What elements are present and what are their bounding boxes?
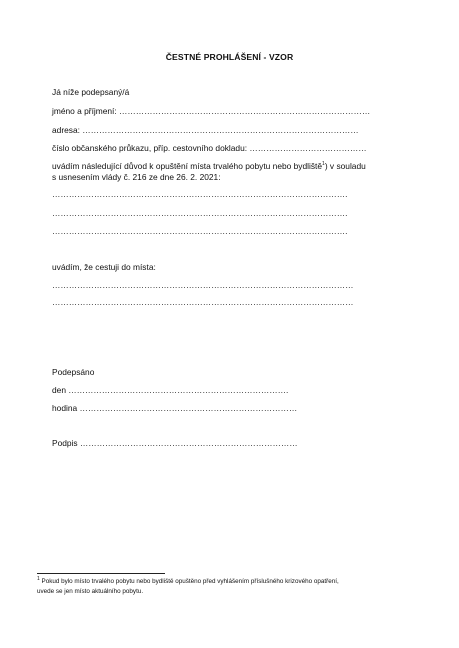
footnote-text-1: Pokud bylo místo trvalého pobytu nebo bydliště opuštěno před vyhlášením příslušného krizového opatření, bbox=[39, 578, 339, 585]
reason-line-2: s usnesením vlády č. 216 ze dne 26. 2. 2021: bbox=[52, 172, 221, 182]
reason-text: uvádím následující důvod k opuštění místa trvalého pobytu nebo bydliště bbox=[52, 161, 323, 171]
document-title: ČESTNÉ PROHLÁŠENÍ - VZOR bbox=[165, 52, 294, 62]
reason-dotted-line-3: ……………………………………………………………………………………………. bbox=[52, 226, 348, 236]
signature-field-line: Podpis …………………………………………………………………… bbox=[52, 438, 298, 448]
footnote-line-1 bbox=[37, 577, 339, 587]
footnote-line-2: uvede se jen místo aktuálního pobytu. bbox=[37, 588, 144, 595]
destination-dotted-line-2: ……………………………………………………………………………………………… bbox=[52, 297, 354, 307]
reason-dotted-line-1: ……………………………………………………………………………………………. bbox=[52, 189, 348, 199]
reason-dotted-line-2: ……………………………………………………………………………………………. bbox=[52, 208, 348, 218]
address-field-line: adresa: ……………………………………………………………………………………… bbox=[52, 125, 359, 135]
date-field-line: den ……………………………………………………………………. bbox=[52, 385, 289, 395]
footnote-reference: 1 bbox=[322, 161, 325, 168]
declarant-intro: Já níže podepsaný/á bbox=[52, 87, 130, 97]
hour-field-line: hodina …………………………………………………………………… bbox=[52, 403, 298, 413]
destination-label: uvádím, že cestuji do místa: bbox=[52, 262, 156, 272]
destination-dotted-line-1: ……………………………………………………………………………………………… bbox=[52, 280, 354, 290]
name-field-line: jméno a příjmení: ……………………………………………………………………………… bbox=[52, 106, 371, 116]
signed-label: Podepsáno bbox=[52, 367, 95, 377]
footnote-separator bbox=[37, 573, 165, 574]
id-document-field-line: číslo občanského průkazu, příp. cestovního dokladu: …………………………………… bbox=[52, 143, 367, 153]
reason-line-1 bbox=[52, 161, 366, 172]
footnote-marker: 1 bbox=[37, 575, 40, 582]
reason-text-end: ) v souladu bbox=[324, 161, 366, 171]
